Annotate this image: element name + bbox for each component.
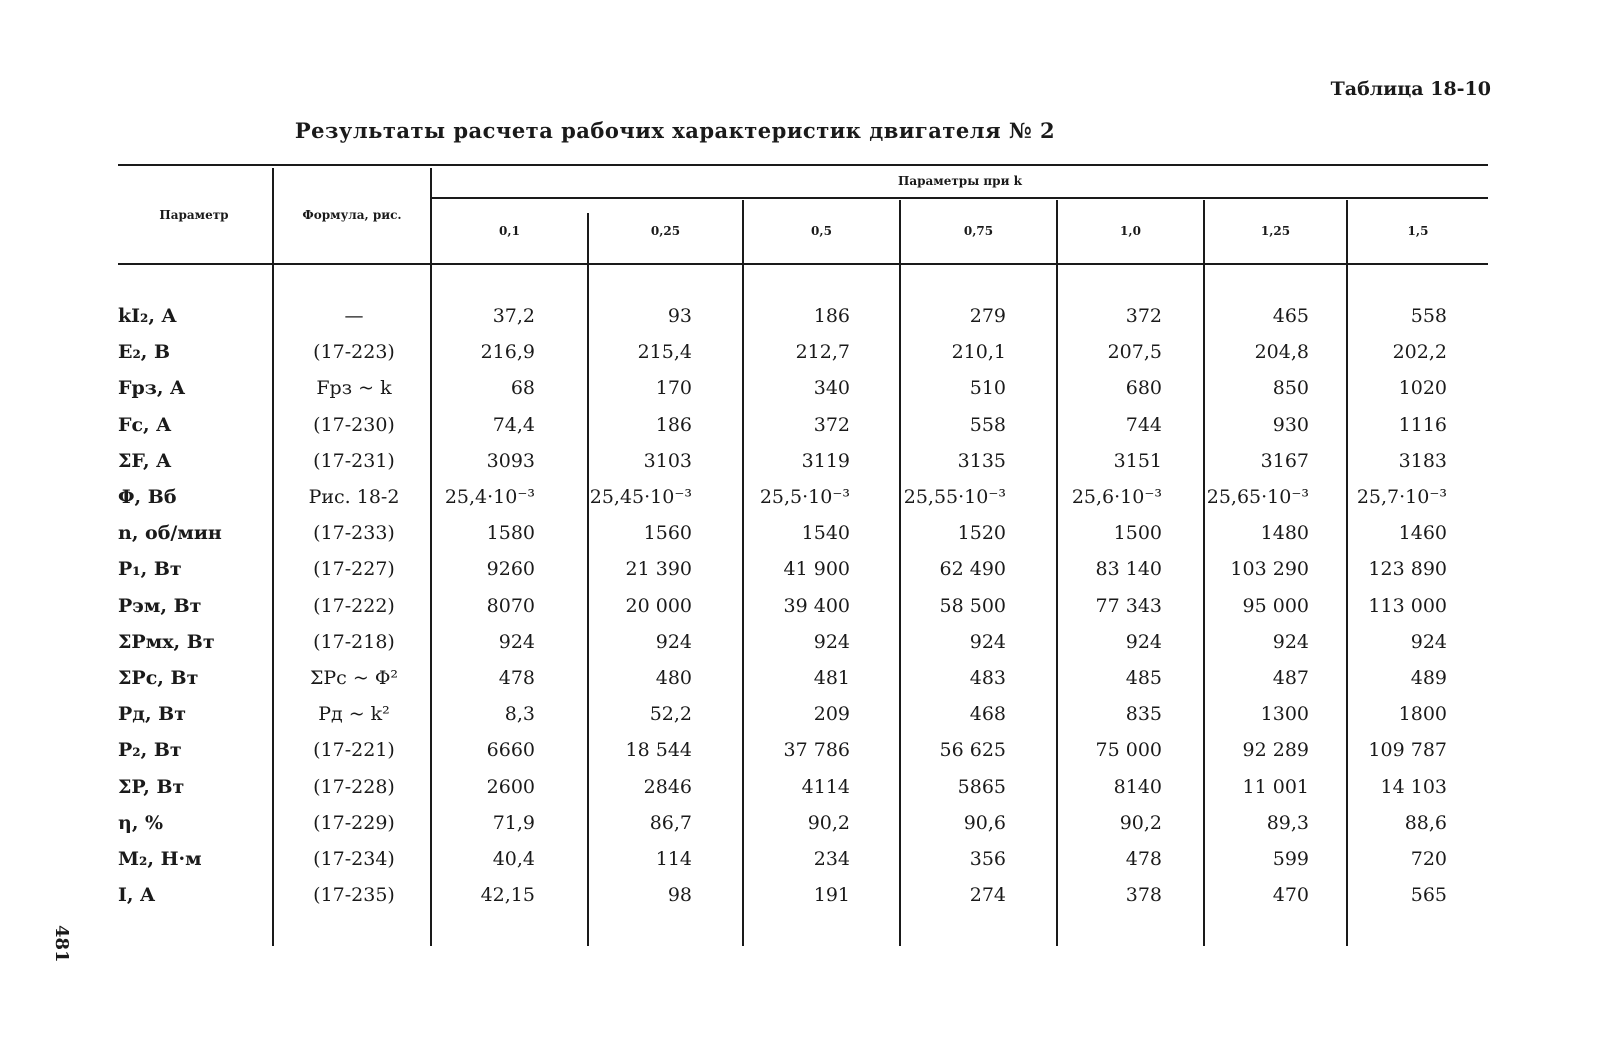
table-cell: 215,4 xyxy=(637,341,692,363)
table-cell: 8070 xyxy=(486,595,535,617)
col-divider xyxy=(587,213,589,946)
table-cell: 93 xyxy=(667,305,692,327)
table-cell: 1520 xyxy=(957,522,1006,544)
row-param-label: P₂, Вт xyxy=(118,739,182,761)
table-cell: 39 400 xyxy=(783,595,850,617)
table-cell: 25,7·10⁻³ xyxy=(1356,486,1447,508)
table-cell: 1460 xyxy=(1398,522,1447,544)
header-formula: Формула, рис. xyxy=(302,208,402,222)
table-cell: 1300 xyxy=(1260,703,1309,725)
row-param-label: n, об/мин xyxy=(118,522,222,544)
table-cell: 924 xyxy=(1125,631,1162,653)
table-cell: 3167 xyxy=(1260,450,1309,472)
row-param-label: Fс, A xyxy=(118,414,172,436)
table-cell: 1540 xyxy=(801,522,850,544)
table-cell: 109 787 xyxy=(1368,739,1447,761)
table-cell: 186 xyxy=(655,414,692,436)
row-formula: (17-229) xyxy=(313,812,395,834)
table-cell: 75 000 xyxy=(1095,739,1162,761)
table-label: Таблица 18-10 xyxy=(1330,78,1491,100)
table-cell: 924 xyxy=(1410,631,1447,653)
group-header-rule xyxy=(432,197,1488,199)
table-cell: 1560 xyxy=(643,522,692,544)
table-cell: 356 xyxy=(969,848,1006,870)
row-formula: (17-222) xyxy=(313,595,395,617)
table-cell: 599 xyxy=(1272,848,1309,870)
row-formula: ΣPс ~ Φ² xyxy=(309,667,399,689)
table-cell: 8140 xyxy=(1113,776,1162,798)
header-k: 1,0 xyxy=(1120,224,1141,238)
row-formula: Рис. 18-2 xyxy=(308,486,400,508)
table-cell: 3151 xyxy=(1113,450,1162,472)
table-cell: 234 xyxy=(813,848,850,870)
table-cell: 25,5·10⁻³ xyxy=(759,486,850,508)
table-cell: 2600 xyxy=(486,776,535,798)
table-cell: 470 xyxy=(1272,884,1309,906)
row-param-label: P₁, Вт xyxy=(118,558,182,580)
table-cell: 1116 xyxy=(1398,414,1447,436)
row-formula: (17-227) xyxy=(313,558,395,580)
table-cell: 37 786 xyxy=(783,739,850,761)
table-cell: 202,2 xyxy=(1392,341,1447,363)
table-cell: 18 544 xyxy=(625,739,692,761)
table-cell: 89,3 xyxy=(1266,812,1309,834)
row-param-label: ΣF, A xyxy=(118,450,171,472)
table-cell: 11 001 xyxy=(1242,776,1309,798)
table-cell: 90,6 xyxy=(963,812,1006,834)
row-formula: — xyxy=(344,305,364,327)
page-title: Результаты расчета рабочих характеристик двигателя № 2 xyxy=(294,118,1056,143)
table-cell: 20 000 xyxy=(625,595,692,617)
table-cell: 21 390 xyxy=(625,558,692,580)
row-formula: (17-230) xyxy=(313,414,395,436)
table-cell: 1480 xyxy=(1260,522,1309,544)
table-cell: 1020 xyxy=(1398,377,1447,399)
table-cell: 212,7 xyxy=(795,341,850,363)
table-cell: 850 xyxy=(1272,377,1309,399)
table-cell: 204,8 xyxy=(1254,341,1309,363)
row-formula: (17-235) xyxy=(313,884,395,906)
table-cell: 558 xyxy=(969,414,1006,436)
table-cell: 558 xyxy=(1410,305,1447,327)
table-cell: 83 140 xyxy=(1095,558,1162,580)
table-cell: 2846 xyxy=(643,776,692,798)
table-cell: 210,1 xyxy=(951,341,1006,363)
table-cell: 74,4 xyxy=(492,414,535,436)
table-cell: 207,5 xyxy=(1107,341,1162,363)
table-cell: 510 xyxy=(969,377,1006,399)
table-cell: 98 xyxy=(667,884,692,906)
table-cell: 92 289 xyxy=(1242,739,1309,761)
table-cell: 90,2 xyxy=(807,812,850,834)
table-cell: 3119 xyxy=(801,450,850,472)
table-cell: 86,7 xyxy=(649,812,692,834)
table-cell: 56 625 xyxy=(939,739,1006,761)
table-cell: 1500 xyxy=(1113,522,1162,544)
table-cell: 8,3 xyxy=(504,703,535,725)
header-bottom-rule xyxy=(118,263,1488,265)
table-cell: 123 890 xyxy=(1368,558,1447,580)
col-divider xyxy=(899,200,901,946)
table-cell: 274 xyxy=(969,884,1006,906)
table-cell: 372 xyxy=(1125,305,1162,327)
table-cell: 77 343 xyxy=(1095,595,1162,617)
row-param-label: ΣPмх, Вт xyxy=(118,631,215,653)
row-param-label: ΣPс, Вт xyxy=(118,667,199,689)
row-formula: (17-231) xyxy=(313,450,395,472)
table-cell: 25,65·10⁻³ xyxy=(1206,486,1309,508)
table-cell: 58 500 xyxy=(939,595,1006,617)
header-k: 0,25 xyxy=(650,224,681,238)
table-cell: 372 xyxy=(813,414,850,436)
row-formula: (17-228) xyxy=(313,776,395,798)
table-cell: 4114 xyxy=(801,776,850,798)
row-formula: (17-233) xyxy=(313,522,395,544)
table-cell: 340 xyxy=(813,377,850,399)
table-cell: 924 xyxy=(1272,631,1309,653)
row-param-label: Pэм, Вт xyxy=(118,595,202,617)
table-cell: 52,2 xyxy=(649,703,692,725)
row-param-label: Fрз, A xyxy=(118,377,185,399)
table-cell: 1800 xyxy=(1398,703,1447,725)
row-param-label: η, % xyxy=(118,812,164,834)
col-divider xyxy=(1346,200,1348,946)
row-param-label: Pд, Вт xyxy=(118,703,187,725)
table-cell: 41 900 xyxy=(783,558,850,580)
table-cell: 483 xyxy=(969,667,1006,689)
table-cell: 3093 xyxy=(486,450,535,472)
table-cell: 924 xyxy=(813,631,850,653)
table-cell: 114 xyxy=(655,848,692,870)
header-k: 0,5 xyxy=(811,224,832,238)
table-cell: 930 xyxy=(1272,414,1309,436)
page-number: 481 xyxy=(51,925,72,963)
row-param-label: I, A xyxy=(118,884,155,906)
table-cell: 103 290 xyxy=(1230,558,1309,580)
table-cell: 3103 xyxy=(643,450,692,472)
table-cell: 1580 xyxy=(486,522,535,544)
header-k: 1,5 xyxy=(1407,224,1429,238)
table-top-rule xyxy=(118,164,1488,166)
table-cell: 478 xyxy=(1125,848,1162,870)
row-formula: Fрз ~ k xyxy=(316,377,392,399)
table-cell: 924 xyxy=(498,631,535,653)
row-formula: (17-223) xyxy=(313,341,395,363)
table-cell: 216,9 xyxy=(480,341,535,363)
table-cell: 279 xyxy=(969,305,1006,327)
table-cell: 480 xyxy=(655,667,692,689)
header-k: 1,25 xyxy=(1260,224,1291,238)
table-cell: 465 xyxy=(1272,305,1309,327)
table-cell: 88,6 xyxy=(1404,812,1447,834)
table-cell: 3183 xyxy=(1398,450,1447,472)
table-cell: 170 xyxy=(655,377,692,399)
table-cell: 478 xyxy=(498,667,535,689)
row-param-label: ΣP, Вт xyxy=(118,776,185,798)
header-param: Параметр xyxy=(159,208,229,222)
table-cell: 744 xyxy=(1125,414,1162,436)
table-cell: 9260 xyxy=(486,558,535,580)
row-param-label: kI₂, A xyxy=(118,305,177,327)
table-cell: 37,2 xyxy=(492,305,535,327)
table-cell: 40,4 xyxy=(492,848,535,870)
table-cell: 3135 xyxy=(957,450,1006,472)
table-cell: 489 xyxy=(1410,667,1447,689)
table-cell: 924 xyxy=(655,631,692,653)
table-cell: 14 103 xyxy=(1380,776,1447,798)
table-cell: 25,45·10⁻³ xyxy=(589,486,692,508)
table-cell: 6660 xyxy=(486,739,535,761)
row-param-label: M₂, Н·м xyxy=(118,848,202,870)
table-cell: 924 xyxy=(969,631,1006,653)
row-formula: Pд ~ k² xyxy=(318,703,390,725)
table-cell: 481 xyxy=(813,667,850,689)
col-divider xyxy=(1056,200,1058,946)
table-cell: 71,9 xyxy=(492,812,535,834)
table-cell: 113 000 xyxy=(1368,595,1447,617)
table-cell: 468 xyxy=(969,703,1006,725)
table-cell: 487 xyxy=(1272,667,1309,689)
table-cell: 25,6·10⁻³ xyxy=(1071,486,1162,508)
table-cell: 209 xyxy=(813,703,850,725)
table-cell: 191 xyxy=(813,884,850,906)
row-param-label: E₂, B xyxy=(118,341,171,363)
table-cell: 5865 xyxy=(957,776,1006,798)
table-cell: 835 xyxy=(1125,703,1162,725)
col-divider xyxy=(272,168,274,946)
table-cell: 565 xyxy=(1410,884,1447,906)
table-cell: 62 490 xyxy=(939,558,1006,580)
col-divider xyxy=(430,168,432,946)
table-cell: 42,15 xyxy=(480,884,535,906)
header-k: 0,75 xyxy=(963,224,994,238)
table-cell: 378 xyxy=(1125,884,1162,906)
table-cell: 186 xyxy=(813,305,850,327)
table-cell: 485 xyxy=(1125,667,1162,689)
table-cell: 68 xyxy=(510,377,535,399)
header-group: Параметры при k xyxy=(898,174,1022,188)
table-cell: 720 xyxy=(1410,848,1447,870)
row-formula: (17-234) xyxy=(313,848,395,870)
header-k: 0,1 xyxy=(499,224,520,238)
table-cell: 25,4·10⁻³ xyxy=(444,486,535,508)
table-cell: 90,2 xyxy=(1119,812,1162,834)
table-cell: 680 xyxy=(1125,377,1162,399)
row-formula: (17-221) xyxy=(313,739,395,761)
col-divider xyxy=(742,200,744,946)
col-divider xyxy=(1203,200,1205,946)
table-cell: 95 000 xyxy=(1242,595,1309,617)
row-formula: (17-218) xyxy=(313,631,395,653)
row-param-label: Φ, Вб xyxy=(118,486,177,508)
table-cell: 25,55·10⁻³ xyxy=(903,486,1006,508)
